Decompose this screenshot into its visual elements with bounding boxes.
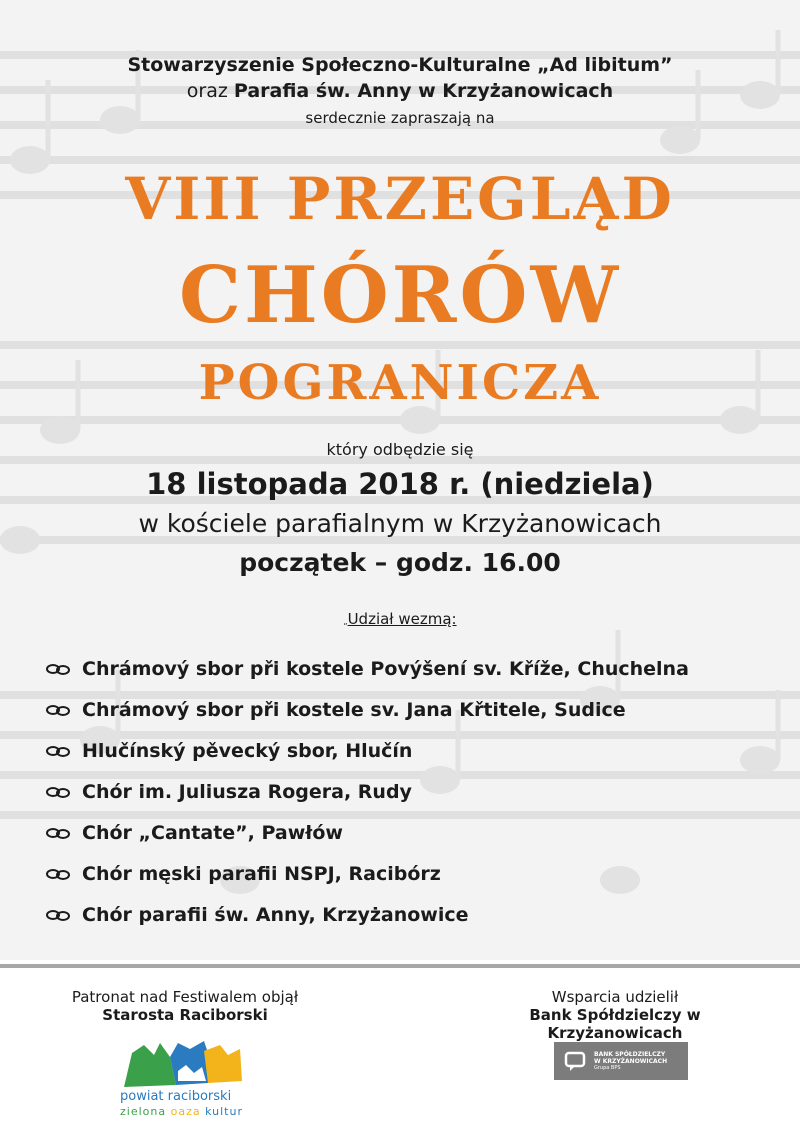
list-item — [44, 894, 689, 935]
bank-logo-line: Grupa BPS — [594, 1064, 621, 1071]
co-organizer-line — [0, 80, 800, 102]
link-bullet-icon — [44, 867, 74, 881]
oraz-text: oraz — [186, 80, 228, 102]
list-item — [44, 689, 689, 730]
choir-name: Chrámový sbor při kostele Povýšení sv. Kříže, Chuchelna — [82, 657, 689, 680]
bank-logo-line: BANK SPÓŁDZIELCZY — [594, 1050, 666, 1058]
event-date: 18 listopada 2018 r. (niedziela) — [146, 467, 654, 501]
powiat-tagline — [120, 1105, 260, 1118]
bank-logo — [554, 1042, 688, 1080]
choir-name: Chór parafii św. Anny, Krzyżanowice — [82, 903, 469, 926]
invite-text: serdecznie zapraszają na — [305, 109, 495, 127]
link-bullet-icon — [44, 785, 74, 799]
link-bullet-icon — [44, 908, 74, 922]
list-item — [44, 771, 689, 812]
co-organizer-name: Parafia św. Anny w Krzyżanowicach — [233, 80, 614, 102]
bank-speech-bubble-icon — [564, 1050, 586, 1072]
tagline-word: zielona — [120, 1105, 167, 1118]
patron-name: Starosta Raciborski — [102, 1006, 268, 1024]
link-bullet-icon — [44, 826, 74, 840]
event-intro: który odbędzie się — [326, 440, 474, 459]
list-item — [44, 648, 689, 689]
patron-label: Patronat nad Festiwalem objął — [71, 988, 299, 1006]
link-bullet-icon — [44, 703, 74, 717]
participants-heading-text: Udział wezmą: — [347, 610, 457, 628]
bank-logo-text — [594, 1051, 667, 1072]
list-item — [44, 853, 689, 894]
heading-quote: „ — [343, 617, 348, 626]
participants-heading — [0, 610, 800, 628]
support-name: Bank Spółdzielczy w Krzyżanowicach — [529, 1006, 701, 1042]
participants-list — [44, 648, 689, 935]
list-item — [44, 730, 689, 771]
title-line-1: VIII PRZEGLĄD — [125, 165, 675, 233]
tagline-word: kultur — [205, 1105, 243, 1118]
choir-name: Chór im. Juliusza Rogera, Rudy — [82, 780, 412, 803]
event-start-time: początek – godz. 16.00 — [239, 548, 561, 577]
support-block — [460, 988, 770, 1042]
organizer-line: Stowarzyszenie Społeczno-Kulturalne „Ad libitum” — [127, 54, 673, 76]
link-bullet-icon — [44, 744, 74, 758]
choir-name: Hlučínský pěvecký sbor, Hlučín — [82, 739, 413, 762]
choir-name: Chór męski parafii NSPJ, Racibórz — [82, 862, 441, 885]
choir-name: Chór „Cantate”, Pawłów — [82, 821, 343, 844]
patron-block — [40, 988, 330, 1024]
footer-divider — [0, 964, 800, 968]
bank-logo-line: W KRZYŻANOWICACH — [594, 1057, 668, 1065]
choir-name: Chrámový sbor při kostele sv. Jana Křtitele, Sudice — [82, 698, 626, 721]
list-item — [44, 812, 689, 853]
title-line-2: CHÓRÓW — [178, 250, 622, 341]
link-bullet-icon — [44, 662, 74, 676]
title-line-3: POGRANICZA — [198, 355, 602, 411]
tagline-word: oaza — [170, 1105, 201, 1118]
support-label: Wsparcia udzielił — [551, 988, 679, 1006]
event-place: w kościele parafialnym w Krzyżanowicach — [138, 509, 662, 538]
powiat-logo-text: powiat raciborski — [120, 1089, 232, 1104]
